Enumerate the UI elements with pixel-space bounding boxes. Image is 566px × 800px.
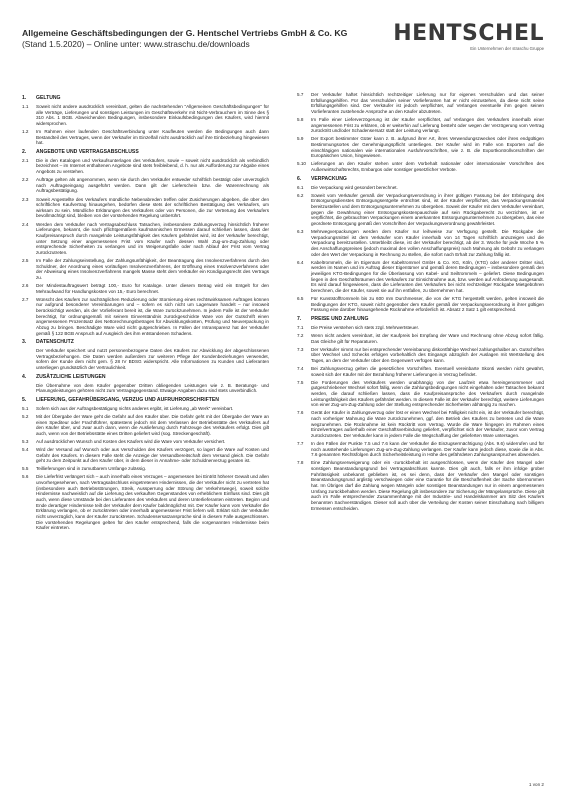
clause-text: Sofern sich aus der Auftragsbestätigung nichts anderes ergibt, ist Lieferung „ab Werk“ vereinbart.: [36, 405, 234, 411]
section-title: LIEFERUNG, GEFAHRÜBERGANG, VERZUG UND AUFRUHRORSCHRIFTEN: [36, 396, 219, 403]
clause-number: 5.9: [297, 136, 304, 142]
clause-number: 7.1: [297, 324, 304, 330]
clause-text: Eine Zahlungsverweigerung oder ein -zurückbehalt ist ausgeschlossen, wenn der Käufer den Mangel oder sonstigen Beanstandungsgrund bei Vertragsabschluss kannte. Dies gilt auch, falls er ihm infolge grober Fahrlässigkeit unbekannt geblieben ist, es sei denn, dass der Verkäufer den Mangel oder sonstigen Beanstandungsgrund arglistig verschwiegen oder eine Garantie für die Beschaffenheit der Sache übernommen hat. Im Übrigen darf die Zahlung wegen Mängeln oder sonstigen Beanstandungen nur in einem angemessenen Umfang zurückbehalten werden. Diese Regelung gilt insbesondere zur Sicherung der Mängelansprüche. Diese gilt auch im Falle entsprechender Zusammenhänge mit der Industrie- und Handelskammer am Sitz des Käufers benannten Sachverständigen. Dieser soll auch über die Verteilung der Kosten seiner Einschaltung nach billigem Ermessen entscheiden.: [311, 460, 544, 511]
clause-text: Soweit Angestellte des Verkäufers mündliche Nebenabreden treffen oder Zusicherungen abgeben, die über den schriftlichen Kaufvertrag hinausgehen, bedürfen diese stets der schriftlichen Bestätigung des Verkäufers, um wirksam zu sein. Mündliche Erklärungen des Verkäufers oder von Personen, die zur Vertretung des Verkäufers bevollmächtigt sind, bleiben von der vorstehenden Regelung unberührt.: [36, 196, 269, 219]
clause-item: [297, 117, 544, 134]
clause-number: 7.4: [297, 365, 304, 371]
clause-number: 5.5: [22, 466, 29, 472]
clause-item: [22, 406, 269, 412]
section-heading: [22, 149, 269, 155]
section-heading: [22, 95, 269, 101]
clause-text: Wenn nicht anders vereinbart, ist der Kaufpreis bei Empfang der Ware und Rechnung ohne Abzug sofort fällig. Das Gleiche gilt für Reparaturen.: [311, 332, 544, 344]
clause-number: 6.3: [297, 228, 304, 234]
clause-item: [297, 161, 544, 172]
clause-number: 5.7: [297, 92, 304, 97]
section-heading: [297, 316, 544, 322]
clause-text: Im Rahmen einer laufenden Geschäftsverbindung unter Kaufleuten werden die Bedingungen auch dann Bestandteil des Vertrages, wenn der Verkäufer im Einzelfall nicht ausdrücklich auf ihre Einbeziehung hingewiesen hat.: [36, 128, 269, 146]
clause-number: 6.4: [297, 259, 304, 265]
clause-text: Der Verkäufer haftet hinsichtlich rechtzeitiger Lieferung nur für eigenes Verschulden und das seiner Erfüllungsgehilfen. Für das Verschulden seiner Vorlieferanten hat er nicht einzustehen, da diese nicht seine Erfüllungsgehilfen sind. Der Verkäufer ist jedoch verpflichtet, auf Verlangen eventuelle ihm gegen seinen Vorlieferanten zustehende Ansprüche an den Käufer abzutreten.: [311, 92, 544, 114]
clause-text: Der Verkäufer speichert und nutzt personenbezogene Daten des Käufers zur Abwicklung der abgeschlossenen Vertragsbeziehungen. Die Daten werden außerdem zur weiteren Pflege der Kundenbeziehungen verwendet, sofern der Kunde dem nicht gem. § 28 IV BDSG widerspricht. Alle Informationen zu Kunden und Lieferanten unterliegen grundsätzlich der Vertraulichkeit.: [36, 348, 269, 371]
logo-tagline: Ein Unternehmen der straschu Gruppe: [470, 46, 544, 51]
clause-number: 6.2: [297, 192, 304, 198]
clause-item: [22, 414, 269, 437]
document-title: Allgemeine Geschäftsbedingungen der G. Hentschel Vertriebs GmbH & Co. KG: [22, 28, 348, 38]
clause-text: Die Forderungen des Verkäufers werden unabhängig von der Laufzeit etwa hereingenommener und gutgeschriebener Wechsel sofort fällig, wenn die Zahlungsbedingungen nicht eingehalten oder Tatsachen bekannt werden, die darauf schließen lassen, dass die Kaufpreisansprüche des Verkäufers durch mangelnde Leistungsfähigkeit des Käufers gefährdet werden. In diesem Falle ist der Verkäufer berechtigt, weitere Lieferungen von einer Zug-um-Zug-Zahlung oder der Stellung entsprechender Sicherheiten abhängig zu machen.: [311, 379, 544, 408]
clause-item: [22, 104, 269, 127]
clause-item: [22, 222, 269, 256]
clause-text: Kabeltrommeln, die im Eigentum der Kabeltrommel GmbH & Co. KG, Köln, (KTG) oder anderer Dritter sind, werden im Namen und im Auftrag dieser Eigentümer und gemäß deren Bedingungen – insbesondere gemäß den jeweiligen KTG-Bedingungen für die Überlassung von Kabel- und Seiltrommeln – geliefert. Diese Bedingungen liegen in den Geschäftsräumen des Verkäufers zur Einsichtnahme aus, bzw. werden auf Anforderung ausgesandt. Es wird darauf hingewiesen, dass die Lieferanten des Verkäufers bei nicht rechtzeitiger Rückgabe Mietgebühren berechnen, die der Käufer, soweit sie auf ihn entfallen, zu übernehmen hat.: [311, 259, 544, 293]
clause-text: Gerät der Käufer in Zahlungsverzug oder löst er einen Wechsel bei Fälligkeit nicht ein, ist der Verkäufer berechtigt, nach vorheriger Mahnung die Ware zurückzunehmen, ggf. den Betrieb des Käufers zu betreten und die Ware wegzunehmen. Die Rücknahme ist kein Rücktritt vom Vertrag. Wurde die Ware hingegen im Rahmen eines Einzelvertrages außerhalb einer Geschäftsverbindung geliefert, verpflichtet sich der Verkäufer, zuvor vom Vertrag zurückzutreten. Der Verkäufer kann in jedem Falle die Wegschaffung der gelieferten Ware untersagen.: [311, 410, 544, 438]
clause-number: 2.1: [22, 157, 29, 163]
clause-text: Werden dem Verkäufer nach Vertragsabschluss Tatsachen, insbesondere Zahlungsverzug hinsichtlich früherer Lieferungen, bekannt, die nach pflichtgemäßem kaufmännischen Ermessen darauf schließen lassen, dass der Kaufpreisanspruch durch mangelnde Leistungsfähigkeit des Käufers gefährdet wird, ist der Verkäufer berechtigt, unter Setzung einer angemessenen Frist vom Käufer nach dessen Wahl Zug-um-Zug-Zahlung oder entsprechende Sicherheiten zu verlangen und im Weigerungsfalle oder nach Ablauf der Frist vom Vertrag zurückzutreten.: [36, 221, 269, 255]
clause-item: [297, 460, 544, 511]
clause-number: 2.2: [22, 177, 29, 183]
clause-item: [297, 296, 544, 313]
clause-number: 6.5: [297, 295, 304, 301]
clause-item: [22, 466, 269, 472]
clause-item: [297, 229, 544, 257]
section-title: ANGEBOTE UND VERTRAGSABSCHLUSS: [36, 148, 139, 155]
clause-number: 5.2: [22, 413, 29, 419]
clause-item: [22, 447, 269, 464]
clause-item: [22, 297, 269, 337]
clause-text: Im Falle einer Lieferverzögerung ist der Käufer verpflichtet, auf Verlangen des Verkäufers innerhalb einer angemessenen Frist zu erklären, ob er weiterhin auf Lieferung besteht oder wegen der Verzögerung vom Vertrag zurücktritt und/oder Schadensersatz statt der Leistung verlangt.: [311, 117, 544, 134]
clause-item: [22, 283, 269, 294]
section-title: DATENSCHUTZ: [36, 339, 74, 346]
clause-item: [297, 410, 544, 438]
section-title: PREISE UND ZAHLUNG: [311, 315, 369, 322]
section-heading: [22, 397, 269, 403]
clause-item: [22, 383, 269, 394]
clause-number: 5.10: [297, 161, 306, 167]
clause-item: [297, 347, 544, 364]
clause-number: 5.1: [22, 405, 29, 411]
clause-number: 7.6: [297, 410, 304, 416]
clause-item: [297, 325, 544, 331]
clause-text: Aufträge gelten als angenommen, wenn sie durch den Verkäufer entweder schriftlich bestätigt oder unverzüglich nach Auftragseingang ausgeführt werden. Dann gilt der Lieferschein bzw. die Warenrechnung als Auftragsbestätigung.: [36, 177, 269, 194]
clause-number: 7.8: [297, 460, 304, 466]
clause-text: Mit der Übergabe der Ware geht die Gefahr auf den Käufer über. Die Gefahr geht mit der Übergabe der Ware an einen Spediteur oder Frachtführer, spätestens jedoch mit dem Verlassen der Betriebsstätte des Verkäufers auf den Käufer über, und zwar auch dann, wenn die Auslieferung durch Fahrzeuge des Verkäufers erfolgt. Dies gilt auch, wenn von der Betriebsstätte eines Dritten geliefert wird (sog. Streckengeschäft).: [36, 413, 269, 436]
clause-number: 7.2: [297, 332, 304, 338]
clause-text: In den Fällen der Punkte 7.5 und 7.6 kann der Verkäufer die Einzugsermächtigung (Abs. 9.6) widerrufen und für noch ausstehende Lieferungen Zug-um-Zug-Zahlung verlangen. Der Käufer kann jedoch diese, sowie die in Abs. 7.6 genannten Rechtsfolgen durch Sicherheitsleistung in Höhe des gefährdeten Zahlungsanspruches abwenden.: [311, 441, 544, 458]
section-title: ZUSÄTZLICHE LEISTUNGEN: [36, 373, 106, 380]
clause-item: [22, 197, 269, 220]
company-logo: [393, 23, 544, 52]
section-heading: [22, 339, 269, 345]
section-number: 2.: [22, 148, 27, 155]
clause-number: 1.2: [22, 128, 29, 134]
clause-text: Teillieferungen sind in zumutbarem Umfange zulässig.: [36, 466, 147, 472]
clause-item: [22, 129, 269, 146]
clause-number: 5.6: [22, 474, 29, 480]
clause-text: Für Kunststofftrommeln bis zu 600 mm Durchmesser, die von der KTG hergestellt werden, gelten insoweit die Bedingungen der KTG, soweit nicht gegenüber dem Käufer gemäß der Verpackungsverordnung in ihrer gültigen Fassung eine darüber hinausgehende Rücknahme erforderlich ist. Absatz 2 Satz 1 gilt entsprechend.: [311, 295, 544, 313]
clause-text: Der Verkäufer nimmt nur bei entsprechender Vereinbarung diskontfähige Wechsel zahlungshalber an. Gutschriften über Wechsel und Schecks erfolgen vorbehaltlich des Eingangs abzüglich der Auslagen mit Wertstellung des Tages, an dem der Verkäufer über den Gegenwert verfügen kann.: [311, 346, 544, 363]
clause-item: [22, 177, 269, 194]
clause-item: [22, 158, 269, 175]
clause-text: Der Mindestauftragswert beträgt 100,- Euro für Kataloge. Unter diesem Betrag wird ein Entgelt für den Mehraufwand für Handlungskosten von 15,- Euro berechnet.: [36, 282, 269, 294]
section-number: 5.: [22, 396, 27, 403]
clause-number: 1.1: [22, 103, 29, 109]
clause-number: 2.3: [22, 196, 29, 202]
clause-item: [297, 185, 544, 191]
clause-number: 6.1: [297, 184, 304, 190]
clause-number: 2.5: [22, 257, 29, 263]
clause-item: [22, 258, 269, 281]
clause-item: [22, 348, 269, 371]
clause-text: Bei Zahlungsverzug gelten die gesetzlichen Vorschriften. Eventuell vereinbarte Skonti werden nicht gewährt, soweit sich der Käufer mit der Bezahlung früherer Lieferungen in Verzug befindet.: [311, 365, 544, 377]
section-title: VERPACKUNG: [311, 175, 347, 182]
clause-item: [297, 380, 544, 408]
section-number: 7.: [297, 315, 302, 322]
document-subtitle: (Stand 1.5.2020) – Online unter: www.straschu.de/downloads: [22, 39, 250, 49]
clause-text: Soweit nicht andere ausdrücklich vereinbart, gelten die nachstehenden "Allgemeinen Geschäftsbedingungen" für alle Verträge, Lieferungen und sonstigen Leistungen im Geschäftsverkehr mit Nicht-Verbrauchern im Sinne des § 310 Abs. 1 BGB. Abweichenden Bedingungen, insbesondere Einkaufsbedingungen des Käufers, wird hiermit widersprochen.: [36, 103, 269, 126]
clause-text: Die Übernahme von dem Käufer gegenüber Dritten obliegenden Leistungen wie z. B. Beratungs- und Planungsleistungen gehören nicht zum Vertragsgegenstand. Etwaige Angaben dazu sind stets unverbindlich.: [36, 382, 269, 394]
clause-number: 5.8: [297, 117, 304, 123]
clause-item: [22, 439, 269, 445]
clause-number: 5.3: [22, 438, 29, 444]
clause-number: 2.7: [22, 296, 29, 302]
clause-number: 7.3: [297, 346, 304, 352]
section-heading: [22, 374, 269, 380]
clause-text: Der Export bestimmter Güter kann z. B. aufgrund ihrer Art, ihres Verwendungszweckes oder ihres endgültigen Bestimmungsortes der Genehmigungspflicht unterliegen. Der Käufer wird im Falle von Exporten auf die einschlägigen nationalen wie internationalen Ausfuhrvorschriften, wie z. B. die Exportkontrollvorschriften der Europäischen Union, hingewiesen.: [311, 136, 544, 159]
clause-text: Die Lieferfrist verlängert sich – auch innerhalb eines Verzuges – angemessen bei Eintritt höherer Gewalt und allen unvorhergesehenen, nach Vertragsabschluss eingetretenen Hindernissen, die der Verkäufer nicht zu vertreten hat (insbesondere auch Betriebsstörungen, Streik, Aussperrung oder Störung der Verkehrswege), soweit solche Hindernisse nachweislich auf die Lieferung des verkauften Gegenstandes von erheblichem Einfluss sind. Dies gilt auch, wenn diese Umstände bei den Lieferanten des Verkäufers und deren Unterlieferanten eintreten. Beginn und Ende derartiger Hindernisse teilt der Verkäufer dem Käufer baldmöglichst mit. Der Käufer kann vom Verkäufer die Erklärung verlangen, ob er zurücktreten oder innerhalb angemessener Frist liefern will. Erklärt sich der Verkäufer nicht unverzüglich, kann der Käufer zurücktreten. Schadensersatzansprüche sind in diesem Falle ausgeschlossen. Die vorstehenden Regelungen gelten für den Käufer entsprechend, falls die vorgenannten Hindernisse beim Käufer eintreten.: [36, 474, 269, 531]
clause-text: Lieferungen an den Käufer stehen unter dem Vorbehalt nationaler oder internationaler Vorschriften des Außenwirtschaftsrechts, Embargos oder sonstiger gesetzlicher Verbote.: [311, 161, 544, 173]
clause-item: [297, 92, 544, 115]
clause-item: [22, 474, 269, 531]
clause-text: Die in den Katalogen und Verkaufsunterlagen des Verkäufers, sowie – soweit nicht ausdrücklich als verbindlich bezeichnet – im Internet enthaltenen Angebote sind stets freibleibend, d. h. nur als Aufforderung zur Abgabe eines Angebots zu verstehen.: [36, 157, 269, 175]
clause-number: 7.5: [297, 379, 304, 385]
clause-item: [297, 193, 544, 227]
section-number: 6.: [297, 175, 302, 182]
document-header: [22, 20, 544, 72]
clause-item: [297, 441, 544, 458]
section-heading: [297, 176, 544, 182]
clause-number: 2.4: [22, 221, 29, 227]
page-number: 1 von 2: [528, 782, 544, 787]
clause-text: Mehrwegverpackungen werden dem Käufer nur leihweise zur Verfügung gestellt. Die Rückgabe der Verpackungsmittel ist dem Verkäufer vom Käufer innerhalb von 14 Tagen schriftlich anzuzeigen und die Verpackung bereitzustellen. Unterbleibt diese, ist der Verkäufer berechtigt, ab der 3. Woche für jede Woche 5 % des Anschaffungspreises (jedoch maximal den vollen Anschaffungspreis) nach Mahnung als Gebühr zu verlangen oder den Wert der Verpackung in Rechnung zu stellen, die sofort nach Erhalt zur Zahlung fällig ist.: [311, 228, 544, 257]
clause-number: [22, 348, 36, 371]
clause-text: Im Falle der Zahlungseinstellung, der Zahlungsunfähigkeit, der Beantragung des Insolvenzverfahrens durch den Schuldner, der Anordnung eines vorläufigen Insolvenzverfahrens, der Eröffnung eines Insolvenzverfahrens oder der Abweisung eines Insolvenzverfahrens mangels Masse steht dem Verkäufer ein Kündigungsrecht des Vertrags zu.: [36, 257, 269, 280]
clause-item: [297, 136, 544, 159]
clause-number: 2.6: [22, 282, 29, 288]
logo-wordmark: HENTSCHEL: [393, 21, 544, 46]
clause-item: [297, 260, 544, 294]
clause-text: Soweit vom Verkäufer gemäß der Verpackungsverordnung in ihrer gültigen Fassung bei der Erbringung des Entsorgungsdienstes Entsorgungsentgelte entrichtet sind, ist der Käufer verpflichtet, das Verpackungsmaterial bereitzustellen und dem Entsorgungsunternehmen zu übergeben. Soweit der Käufer mit dem Verkäufer vereinbart, gegen die Gewährung einer Entsorgungskostenpauschale auf sein Rückgaberecht zu verzichten, ist er verpflichtet, die gebrauchten Verpackungen einem anerkannten Entsorgungsunternehmen zu übergeben, das eine geordnete Entsorgung gemäß den Vorschriften der Verpackungsverordnung gewährleistet.: [311, 192, 544, 226]
section-number: 1.: [22, 95, 27, 101]
clause-number: [22, 383, 36, 394]
section-title: GELTUNG: [36, 95, 61, 101]
clause-text: Wird der Versand auf Wunsch oder aus Verschulden des Käufers verzögert, so lagert die Ware auf Kosten und Gefahr des Käufers. In diesem Falle steht die Anzeige der Versandbereitschaft dem Versand gleich. Die Gefahr geht zu dem Zeitpunkt auf den Käufer über, in dem dieser in Annahme- oder Schuldnerverzug geraten ist.: [36, 446, 269, 464]
clause-item: [297, 333, 544, 344]
clause-number: 5.4: [22, 446, 29, 452]
clause-text: Wünscht des Käufers zur nachträglichen Reduzierung oder Stornierung eines rechtswirksamen Auftrages können nur aufgrund besonderer Vereinbarungen und – sofern es sich nicht um Lagerware handelt – nur insoweit berücksichtigt werden, als der Vorlieferant bereit ist, die Ware zurückzunehmen. In jedem Falle ist der Verkäufer berechtigt, für ordnungsgemäß mit seinem Einverständnis zurückgeschickte Ware von der Gutschrift einen angemessenen Prozentsatz des Nettorechnungsbetrages für Abwicklungskosten, Prüfung und Neuverpackung in Abzug zu bringen. Beschädigte Ware wird nicht gutgeschrieben. In Fällen der Intransparenz hat der Verkäufer gemäß § 122 BGB Anspruch auf Ausgleich des ihm entstandenen Schadens.: [36, 296, 269, 336]
left-column: [22, 92, 269, 533]
clause-item: [297, 366, 544, 377]
clause-number: 7.7: [297, 441, 304, 447]
clause-text: Auf ausdrücklichen Wunsch und Kosten des Käufers wird die Ware vom Verkäufer versichert.: [36, 438, 226, 444]
section-number: 3.: [22, 339, 27, 346]
section-number: 4.: [22, 373, 27, 380]
right-column: [297, 92, 544, 514]
clause-text: Die Preise verstehen sich stets zzgl. Mehrwertsteuer.: [311, 324, 419, 330]
clause-text: Die Verpackung wird gesondert berechnet.: [311, 184, 398, 190]
